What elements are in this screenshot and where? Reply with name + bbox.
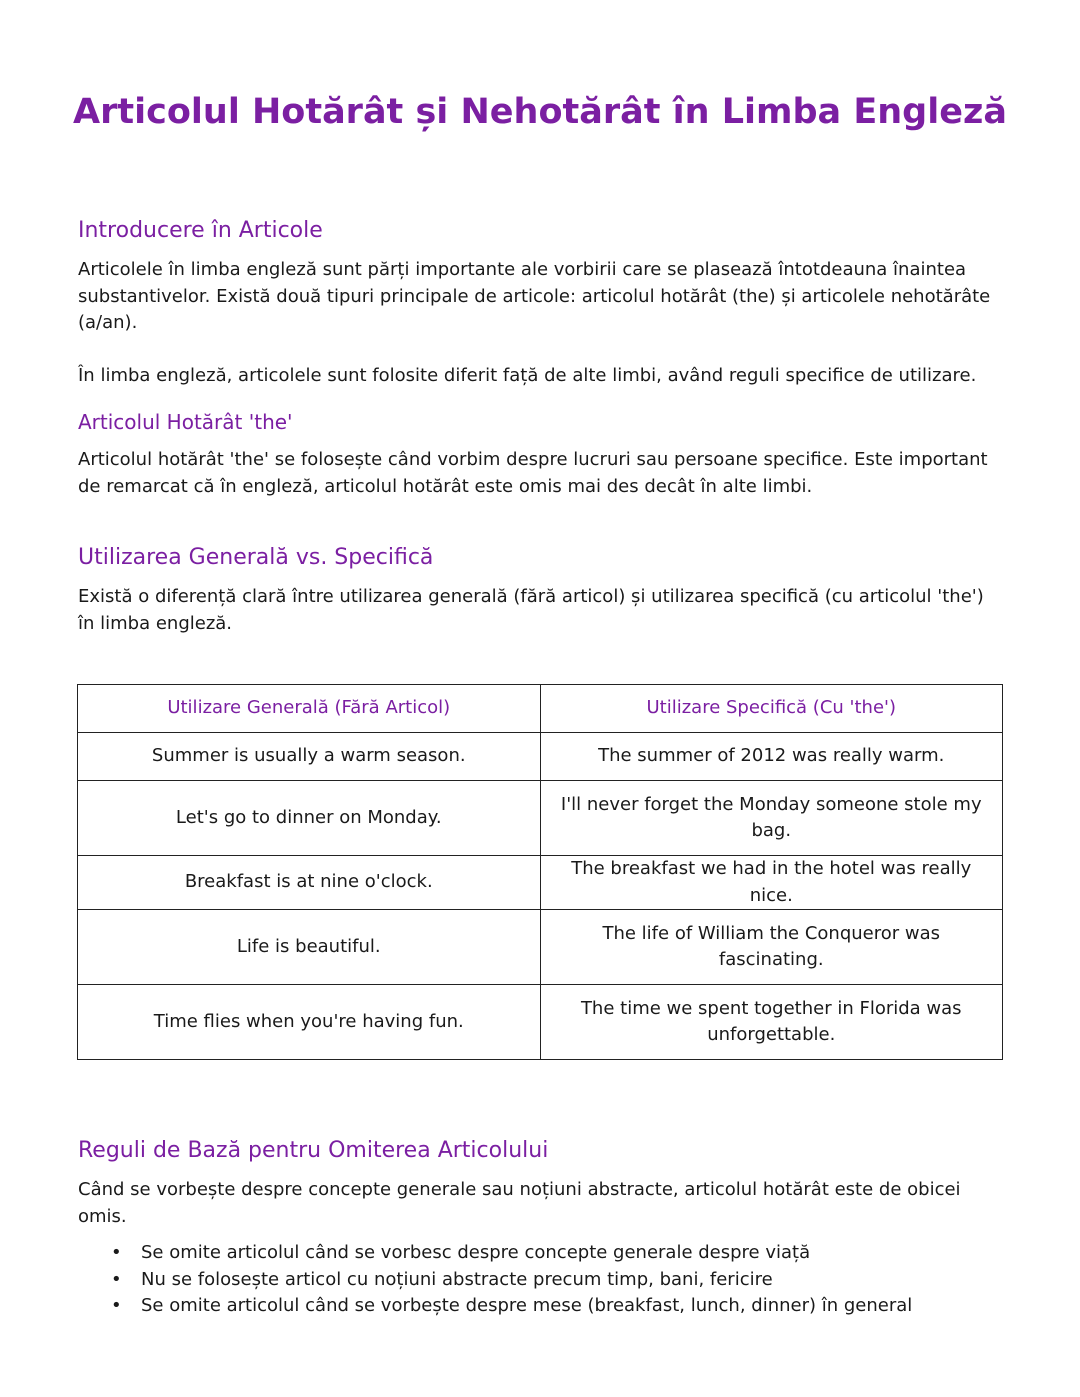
- list-item: [111, 1293, 1041, 1320]
- bullet-icon: •: [111, 1295, 122, 1316]
- section-heading-rules: Reguli de Bază pentru Omiterea Articolului: [78, 1138, 549, 1163]
- list-item-text: Nu se folosește articol cu noțiuni abstracte precum timp, bani, fericire: [141, 1268, 773, 1290]
- table-cell-specific: The summer of 2012 was really warm.: [540, 733, 1003, 781]
- table-header-specific: Utilizare Specifică (Cu 'the'): [540, 685, 1003, 733]
- rules-bullet-list: [78, 1240, 1041, 1320]
- table-row: [78, 910, 1003, 985]
- list-item: [111, 1240, 1041, 1267]
- table-row: [78, 856, 1003, 910]
- bullet-icon: •: [111, 1242, 122, 1263]
- rules-paragraph: Când se vorbește despre concepte generale sau noțiuni abstracte, articolul hotărât este de obicei omis.: [78, 1179, 961, 1227]
- table-cell-specific: The time we spent together in Florida was unforgettable.: [540, 985, 1003, 1060]
- table-cell-specific: I'll never forget the Monday someone stole my bag.: [540, 781, 1003, 856]
- usage-paragraph: Există o diferență clară între utilizarea generală (fără articol) și utilizarea specifică (cu articolul 'the') în limba engleză.: [78, 586, 984, 634]
- intro-paragraph-1: Articolele în limba engleză sunt părți importante ale vorbirii care se plasează întotdeauna înaintea substantivelor. Există două tipuri principale de articole: articolul hotărât (the) și articolele nehotărâte (a/an).: [78, 259, 991, 333]
- table-cell-specific: The breakfast we had in the hotel was really nice.: [540, 856, 1003, 910]
- list-item: [111, 1267, 1041, 1294]
- table-cell-general: Time flies when you're having fun.: [78, 985, 541, 1060]
- bullet-icon: •: [111, 1268, 122, 1290]
- section-heading-definite: Articolul Hotărât 'the': [78, 410, 293, 434]
- section-heading-intro: Introducere în Articole: [78, 218, 323, 243]
- section-heading-usage: Utilizarea Generală vs. Specifică: [78, 545, 434, 570]
- table-header-row: [78, 685, 1003, 733]
- table-header-general: Utilizare Generală (Fără Articol): [78, 685, 541, 733]
- table-row: [78, 733, 1003, 781]
- table-row: [78, 985, 1003, 1060]
- list-item-text: Se omite articolul când se vorbește despre mese (breakfast, lunch, dinner) în general: [141, 1295, 913, 1316]
- page-title: Articolul Hotărât și Nehotărât în Limba Engleză: [73, 92, 1007, 132]
- intro-paragraph-2: În limba engleză, articolele sunt folosite diferit față de alte limbi, având reguli specifice de utilizare.: [78, 365, 977, 386]
- definite-paragraph: Articolul hotărât 'the' se folosește când vorbim despre lucruri sau persoane specifice. Este important de remarcat că în engleză, articolul hotărât este omis mai des decât în alte limbi.: [78, 449, 988, 497]
- table-cell-general: Let's go to dinner on Monday.: [78, 781, 541, 856]
- table-cell-general: Breakfast is at nine o'clock.: [78, 856, 541, 910]
- table-cell-specific: The life of William the Conqueror was fascinating.: [540, 910, 1003, 985]
- list-item-text: Se omite articolul când se vorbesc despre concepte generale despre viață: [141, 1242, 811, 1263]
- comparison-table: [77, 684, 1003, 1060]
- table-row: [78, 781, 1003, 856]
- table-cell-general: Life is beautiful.: [78, 910, 541, 985]
- table-cell-general: Summer is usually a warm season.: [78, 733, 541, 781]
